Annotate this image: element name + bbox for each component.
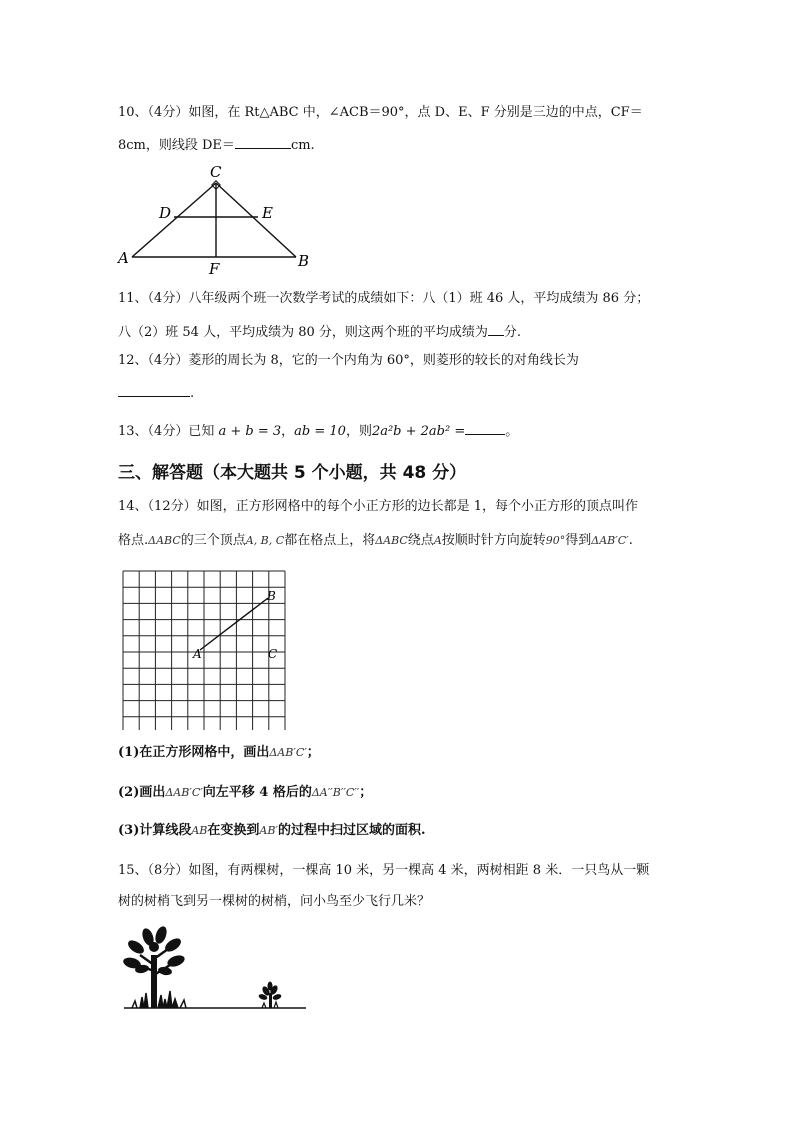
q14-text-f: 得到 [565,533,592,548]
q14-p3-segment: AB [191,824,208,837]
q15-line2: 树的树梢飞到另一棵树的树梢，问小鸟至少飞行几米？ [118,894,431,909]
q13-text-mid: ，则 [345,424,372,439]
label-d: D [159,204,172,222]
label-b: B [298,252,310,270]
label-f: F [209,260,220,278]
q14-points-abc: A, B, C [245,534,285,547]
q14-part1 [118,744,320,762]
q10-text-post: cm. [290,138,315,153]
q10-line1: 10、（4分）如图，在 Rt△ABC 中，∠ACB＝90°，点 D、E、F 分别是三边的中点，CF＝ [118,105,643,120]
q14-p1-triangle: ΔAB′C′ [269,746,307,759]
q14-point-a: A [433,534,442,547]
label-e: E [262,204,273,222]
tall-tree-icon [122,925,186,1008]
grid-label-a: A [193,647,202,661]
q15-trees-figure [118,925,314,1013]
section-3-title: 三、解答题（本大题共 5 个小题，共 48 分） [118,463,467,483]
label-c: C [210,163,222,181]
q11-text-post: 分. [503,325,522,340]
q14-text-b: 的三个顶点 [180,533,246,548]
segment-ab-grid [200,598,268,650]
q10-triangle-figure [112,160,322,278]
q14-triangle-ab1c1: ΔAB′C′ [591,534,629,547]
segment-ac [132,183,216,257]
q10-answer-blank[interactable] [235,135,291,149]
q14-triangle-abc: ΔABC [148,534,181,547]
q13-condition-sum: a + b = 3 [218,424,282,439]
label-a: A [118,249,129,267]
q14-p3-text: (3)计算线段 [118,823,192,838]
q13-answer-blank[interactable] [465,421,505,435]
segment-bc [216,183,296,257]
q11-line2 [118,322,521,342]
q14-triangle-abc-2: ΔABC [375,534,408,547]
q13-text-post: 。 [505,424,519,439]
q14-text-g: . [628,533,633,548]
q14-p3-post: 的过程中扫过区域的面积. [277,823,426,838]
q14-text-c: 都在格点上，将 [284,533,376,548]
q15-line1: 15、（8分）如图，有两棵树，一棵高 10 米，另一棵高 4 米，两树相距 8 米．一只鸟从一颗 [118,863,650,878]
q14-text-a: 格点. [118,533,149,548]
grid-lines [123,571,285,730]
q13-condition-product: ab = 10 [294,424,346,439]
q14-p2-post: ； [359,785,373,800]
q12-answer-blank[interactable] [118,383,190,397]
q14-text-d: 绕点 [407,533,434,548]
q14-p1-text: (1)在正方形网格中，画出 [118,745,270,760]
q14-part2 [118,784,372,802]
q14-grid-figure [118,566,290,730]
q11-answer-blank[interactable] [488,322,504,336]
q12-line2 [118,383,194,403]
q14-p2-mid: 向左平移 4 格后的 [202,785,312,800]
q13-text-pre: 13、（4分）已知 [118,424,215,439]
q13-line [118,421,518,441]
q14-line1: 14、（12分）如图，正方形网格中的每个小正方形的边长都是 1，每个小正方形的顶点叫作 [118,499,638,514]
grid-label-c: C [268,647,278,661]
q14-angle: 90° [545,534,566,547]
q13-sep: ， [281,424,295,439]
q10-text-pre: 8cm，则线段 DE＝ [118,138,235,153]
q14-p2-triangle: ΔAB′C′ [165,786,203,799]
q13-expression: 2a²b + 2ab² = [371,424,466,439]
q11-line1: 11、（4分）八年级两个班一次数学考试的成绩如下：八（1）班 46 人，平均成绩为 86 分； [118,291,650,306]
q14-part3 [118,822,425,840]
q14-line2 [118,532,633,550]
grid-label-b: B [267,589,276,603]
q14-p3-segment2: AB′ [259,824,278,837]
q14-p3-mid: 在变换到 [207,823,260,838]
q14-p2-triangle2: ΔA′′B′′C′′ [311,786,360,799]
q12-text-post: . [190,386,195,401]
q14-p2-text: (2)画出 [118,785,166,800]
short-tree-icon [258,982,282,1009]
q10-line2 [118,135,315,155]
q12-line1: 12、（4分）菱形的周长为 8，它的一个内角为 60°，则菱形的较长的对角线长为 [118,353,579,368]
q11-text-pre: 八（2）班 54 人，平均成绩为 80 分，则这两个班的平均成绩为 [118,325,488,340]
q14-text-e: 按顺时针方向旋转 [441,533,546,548]
q14-p1-post: ； [306,745,320,760]
